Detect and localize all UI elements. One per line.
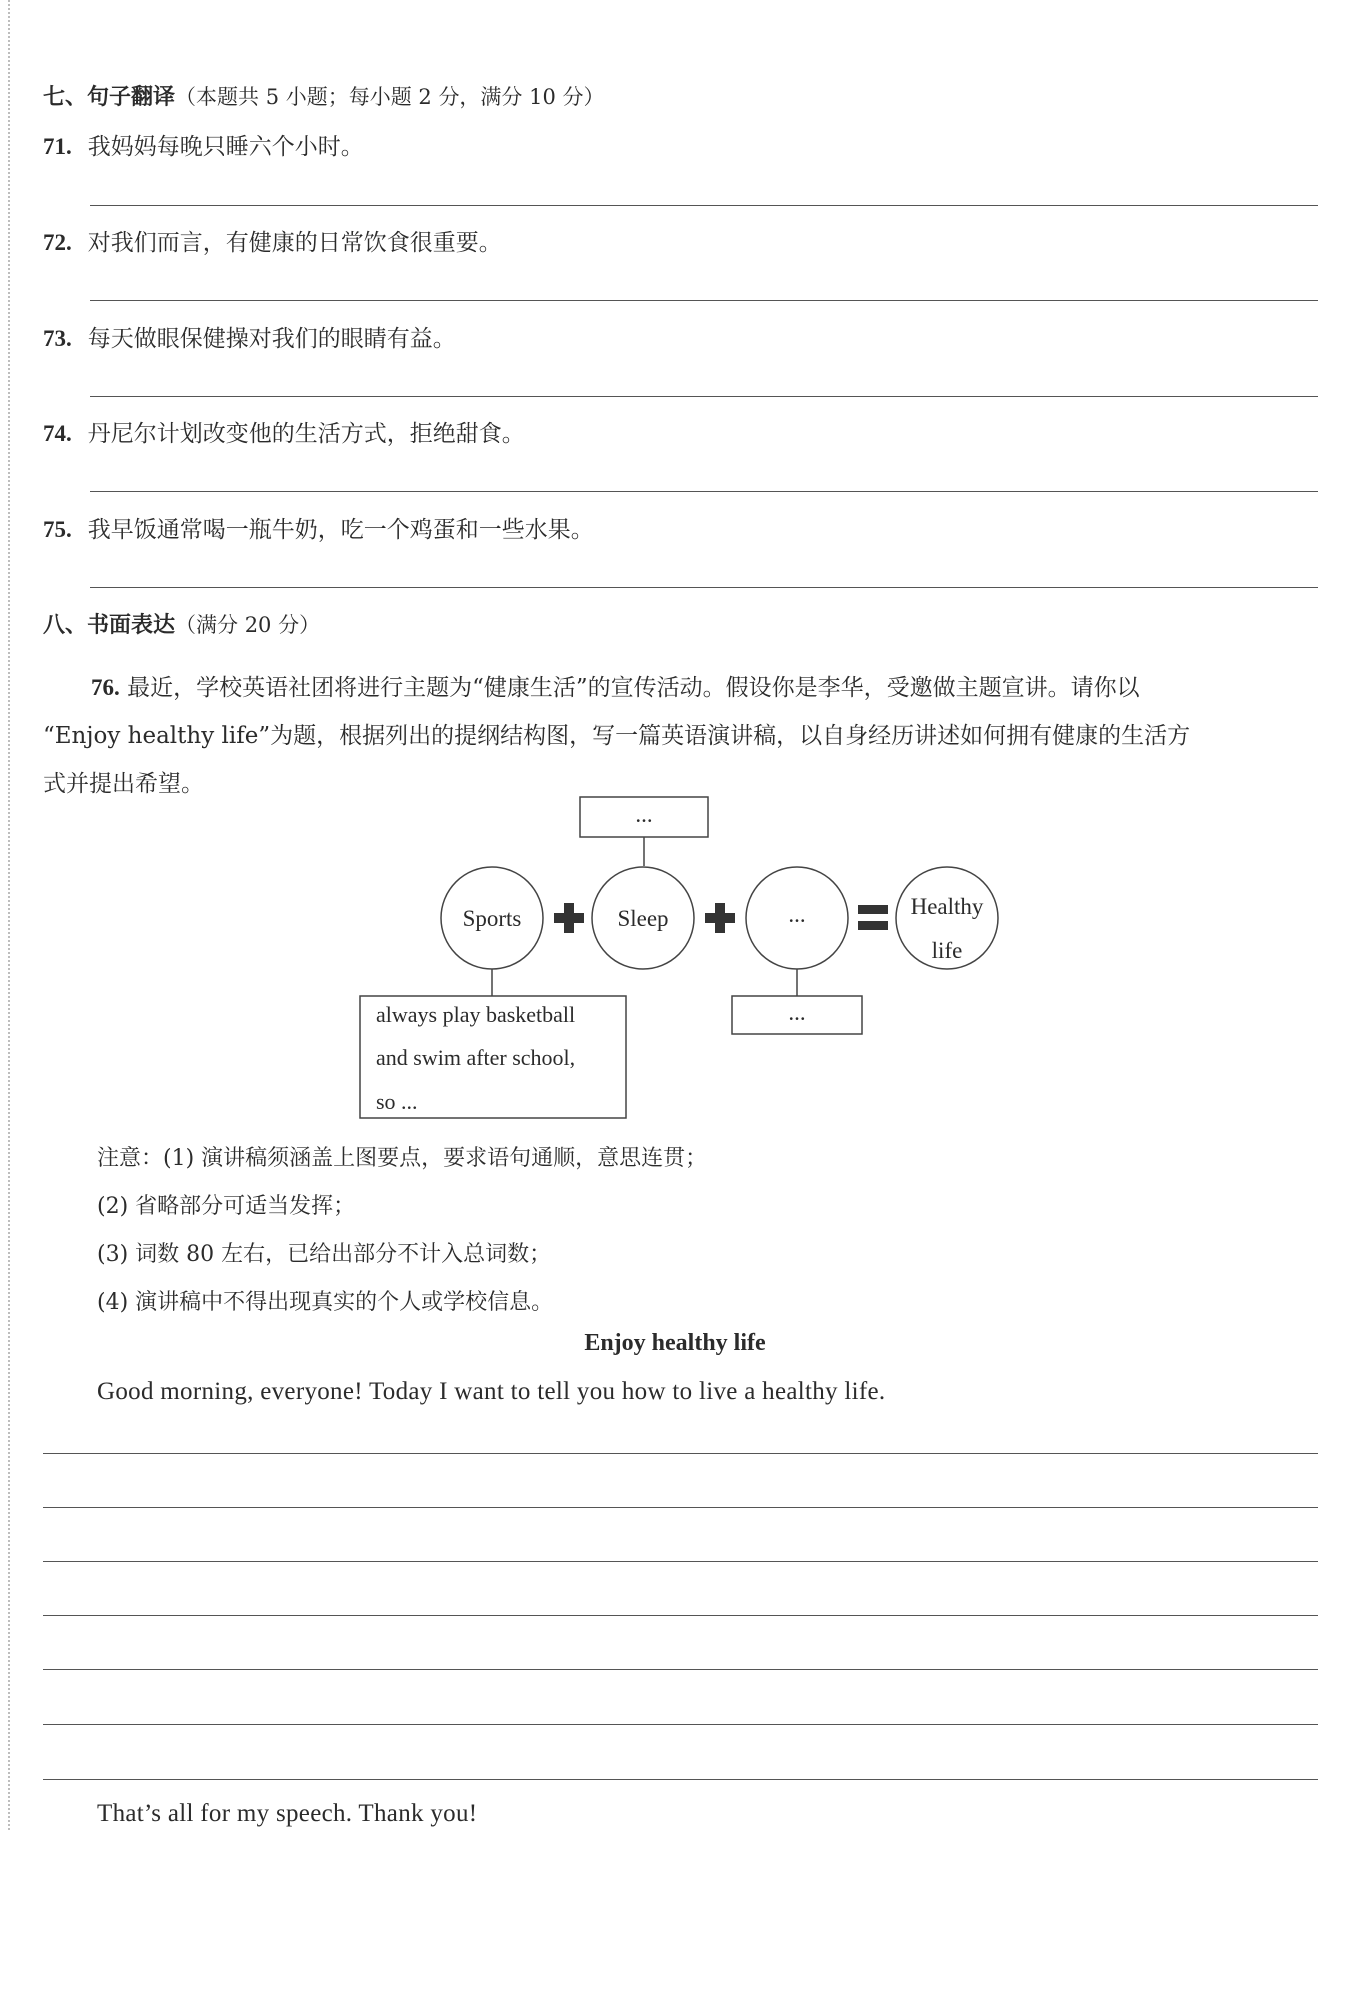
section-7-heading: 七、句子翻译 xyxy=(43,84,176,110)
plus-icon xyxy=(715,903,725,933)
sleep-label: Sleep xyxy=(617,906,669,931)
question-number: 73. xyxy=(43,326,72,351)
section-8-title xyxy=(43,608,320,639)
question-number: 71. xyxy=(43,134,72,159)
note-3: (3) 词数 80 左右，已给出部分不计入总词数； xyxy=(97,1242,552,1267)
writing-line[interactable] xyxy=(43,1507,1318,1508)
question-71 xyxy=(43,128,364,161)
question-number: 72. xyxy=(43,230,72,255)
writing-line[interactable] xyxy=(43,1561,1318,1562)
question-text: 对我们而言，有健康的日常饮食很重要。 xyxy=(87,230,502,256)
sports-detail-line-3: so ... xyxy=(376,1089,418,1114)
equals-icon xyxy=(858,921,888,930)
question-73 xyxy=(43,320,456,353)
essay-closing: That’s all for my speech. Thank you! xyxy=(97,1800,478,1827)
prompt-line-3: 式并提出希望。 xyxy=(43,771,204,797)
note-4: (4) 演讲稿中不得出现真实的个人或学校信息。 xyxy=(97,1290,554,1315)
question-text: 我妈妈每晚只睡六个小时。 xyxy=(87,134,364,160)
question-number: 76. xyxy=(91,675,120,700)
prompt-line-2: “Enjoy healthy life”为题，根据列出的提纲结构图，写一篇英语演讲稿，以自身经历讲述如何拥有健康的生活方 xyxy=(43,723,1191,749)
question-text: 每天做眼保健操对我们的眼睛有益。 xyxy=(87,326,456,352)
blank-box-text: ... xyxy=(788,1000,806,1025)
note-1: 注意：(1) 演讲稿须涵盖上图要点，要求语句通顺，意思连贯； xyxy=(97,1146,708,1171)
essay-title: Enjoy healthy life xyxy=(584,1330,766,1356)
writing-line[interactable] xyxy=(43,1779,1318,1780)
answer-line-71[interactable] xyxy=(90,205,1318,206)
question-74 xyxy=(43,415,525,448)
healthy-life-label-1: Healthy xyxy=(910,894,984,919)
question-72 xyxy=(43,224,502,257)
blank-circle xyxy=(746,867,848,969)
operator-signs xyxy=(554,903,888,933)
answer-line-73[interactable] xyxy=(90,396,1318,397)
blank-circle-label: ... xyxy=(788,902,806,927)
writing-line[interactable] xyxy=(43,1453,1318,1454)
top-box-text: ... xyxy=(635,802,653,827)
sports-circle xyxy=(441,867,543,969)
healthy-life-circle xyxy=(896,867,998,969)
essay-opening: Good morning, everyone! Today I want to tell you how to live a healthy life. xyxy=(97,1378,886,1405)
note-2: (2) 省略部分可适当发挥； xyxy=(97,1194,356,1219)
margin-rule xyxy=(8,0,10,1830)
plus-icon xyxy=(554,913,584,923)
sports-detail-line-1: always play basketball xyxy=(376,1002,576,1027)
writing-line[interactable] xyxy=(43,1724,1318,1725)
equals-icon xyxy=(858,905,888,914)
section-7-note: （本题共 5 小题；每小题 2 分，满分 10 分） xyxy=(175,85,605,109)
section-8-note: （满分 20 分） xyxy=(175,613,321,637)
sleep-circle xyxy=(592,867,694,969)
healthy-life-label-2: life xyxy=(931,938,963,963)
sports-label: Sports xyxy=(462,906,522,931)
prompt-text: 最近，学校英语社团将进行主题为“健康生活”的宣传活动。假设你是李华，受邀做主题宣讲。请你以 xyxy=(127,675,1140,701)
sports-detail-box xyxy=(360,996,626,1118)
writing-prompt xyxy=(43,664,1318,808)
blank-detail-box xyxy=(732,996,862,1034)
question-text: 丹尼尔计划改变他的生活方式，拒绝甜食。 xyxy=(87,421,525,447)
question-text: 我早饭通常喝一瓶牛奶，吃一个鸡蛋和一些水果。 xyxy=(87,517,594,543)
writing-line[interactable] xyxy=(43,1669,1318,1670)
sports-detail-line-2: and swim after school, xyxy=(376,1045,576,1070)
plus-icon xyxy=(705,913,735,923)
section-8-heading: 八、书面表达 xyxy=(43,612,176,638)
plus-icon xyxy=(564,903,574,933)
question-75 xyxy=(43,511,594,544)
question-number: 74. xyxy=(43,421,72,446)
writing-line[interactable] xyxy=(43,1615,1318,1616)
section-7-title xyxy=(43,80,605,111)
prompt-line-1 xyxy=(43,664,1318,712)
answer-line-75[interactable] xyxy=(90,587,1318,588)
question-number: 75. xyxy=(43,517,72,542)
answer-line-74[interactable] xyxy=(90,491,1318,492)
answer-line-72[interactable] xyxy=(90,300,1318,301)
